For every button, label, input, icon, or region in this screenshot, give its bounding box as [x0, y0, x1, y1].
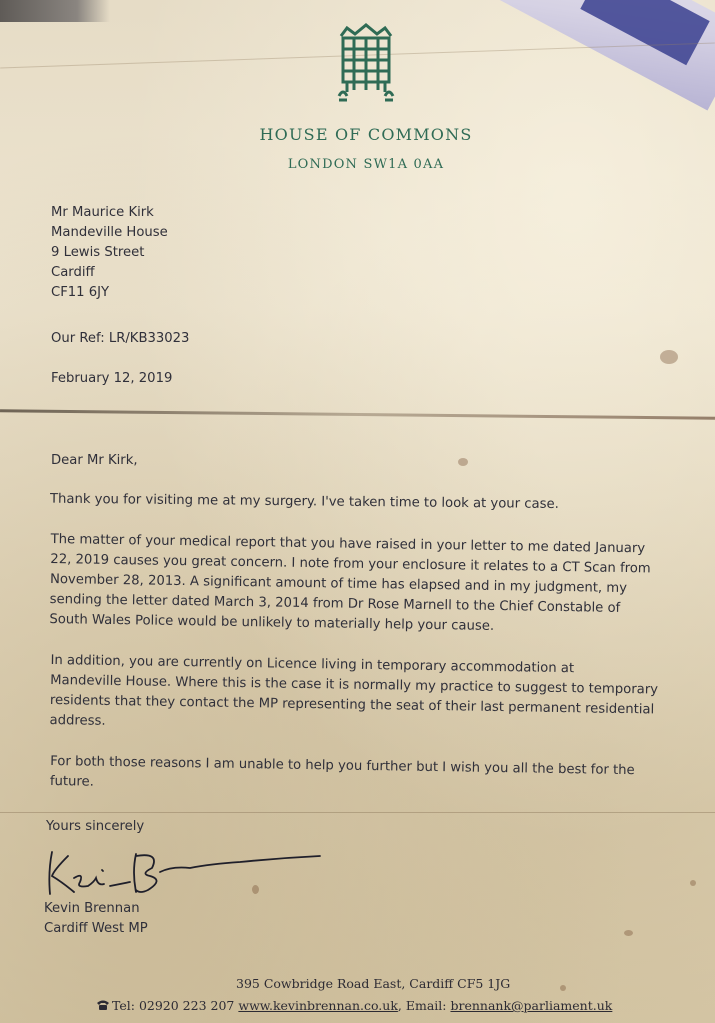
body-line: For both those reasons I am unable to help you further but I wish you all the best for the	[50, 753, 635, 779]
letterhead-title: HOUSE OF COMMONS	[259, 125, 473, 144]
signatory-name: Kevin Brennan	[44, 901, 140, 916]
fold-line	[0, 409, 715, 419]
recipient-address	[51, 203, 168, 303]
footer-tel: Tel: 02920 223 207	[112, 998, 235, 1013]
recipient-line: Cardiff	[51, 265, 95, 280]
footer-email-label: Email:	[405, 998, 447, 1013]
body-line: future.	[49, 773, 94, 790]
body-paragraph-4	[50, 752, 691, 802]
letterhead-subtitle: LONDON SW1A 0AA	[287, 157, 445, 172]
recipient-name: Mr Maurice Kirk	[51, 205, 154, 220]
footer-address: 395 Cowbridge Road East, Cardiff CF5 1JG	[236, 976, 511, 991]
letter-date: February 12, 2019	[51, 371, 173, 386]
stain	[458, 458, 468, 466]
footer-contact: Tel: 02920 223 207 www.kevinbrennan.co.uk, Email: brennank@parliament.uk	[96, 998, 696, 1013]
closing: Yours sincerely	[46, 819, 145, 834]
stain	[624, 930, 633, 936]
body-line: Mandeville House. Where this is the case it is normally my practice to suggest to temporary	[50, 672, 659, 698]
body-line: address.	[49, 712, 106, 729]
signature-image	[40, 842, 330, 902]
body-line: 22, 2019 causes you great concern. I note from your enclosure it relates to a CT Scan from	[50, 551, 651, 577]
body-line: residents that they contact the MP representing the seat of their last permanent residential	[49, 692, 655, 718]
background-corner	[0, 0, 110, 22]
body-paragraph-3	[49, 651, 690, 741]
recipient-line: Mandeville House	[51, 225, 168, 240]
body-line: In addition, you are currently on Licence living in temporary accommodation at	[50, 652, 575, 677]
signatory-title: Cardiff West MP	[44, 921, 148, 936]
reference-line: Our Ref: LR/KB33023	[51, 331, 190, 346]
body-paragraph-1	[50, 490, 690, 517]
stain	[690, 880, 696, 886]
recipient-postcode: CF11 6JY	[51, 285, 110, 300]
portcullis-icon	[333, 22, 399, 104]
body-line: November 28, 2013. A significant amount of time has elapsed and in my judgment, my	[49, 571, 628, 597]
body-line: The matter of your medical report that you have raised in your letter to me dated January	[50, 531, 646, 557]
stain	[660, 350, 678, 364]
footer-website-link[interactable]: www.kevinbrennan.co.uk	[238, 998, 398, 1013]
stain	[560, 985, 566, 991]
body-paragraph-2	[49, 530, 690, 640]
salutation: Dear Mr Kirk,	[51, 453, 138, 468]
body-line: South Wales Police would be unlikely to materially help your cause.	[49, 611, 495, 634]
fold-line	[0, 812, 715, 813]
body-line: Thank you for visiting me at my surgery. I've taken time to look at your case.	[49, 491, 559, 512]
telephone-icon	[96, 999, 110, 1011]
recipient-line: 9 Lewis Street	[51, 245, 145, 260]
footer-email-link[interactable]: brennank@parliament.uk	[450, 998, 613, 1013]
body-line: sending the letter dated March 3, 2014 from Dr Rose Marnell to the Chief Constable of	[49, 591, 621, 616]
